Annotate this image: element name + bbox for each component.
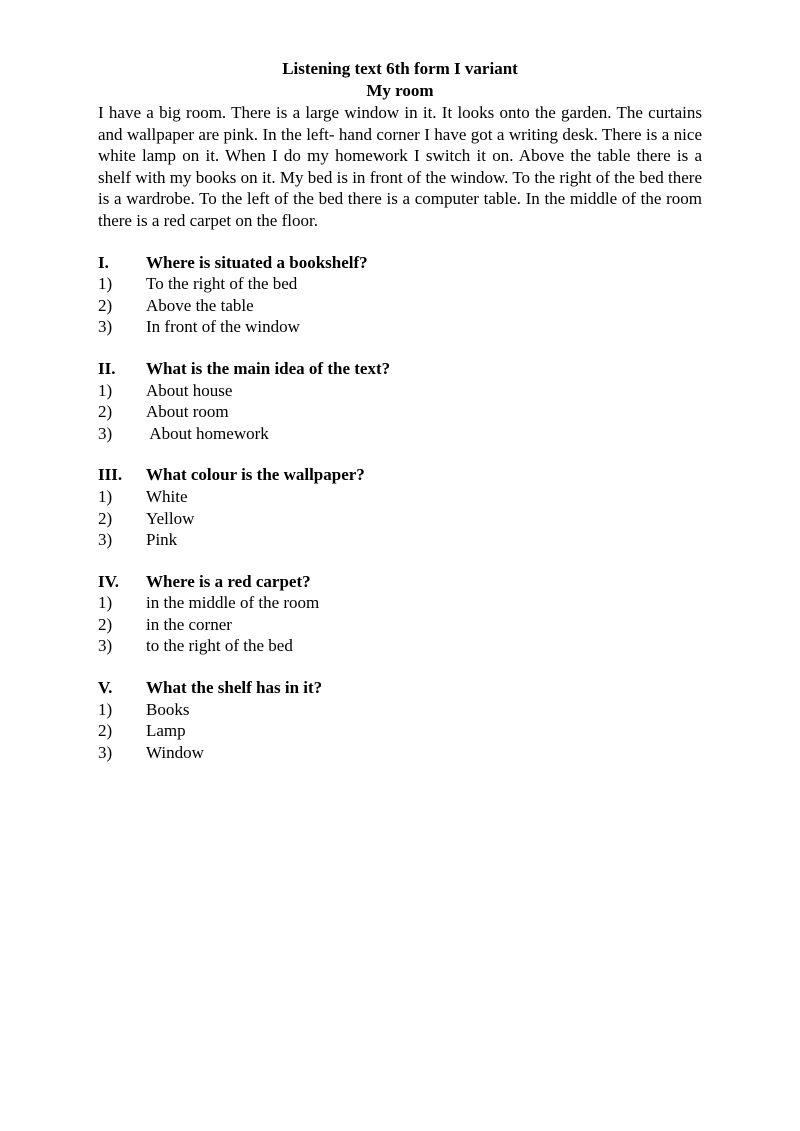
option-text: Lamp <box>146 721 186 741</box>
option-number: 3) <box>98 636 113 656</box>
answer-option <box>98 273 702 295</box>
answer-option <box>98 699 702 721</box>
question-number: IV. <box>98 571 119 591</box>
option-number: 2) <box>98 508 113 528</box>
answer-option <box>98 380 702 402</box>
option-number: 1) <box>98 380 113 400</box>
option-number: 2) <box>98 721 113 741</box>
answer-option <box>98 720 702 742</box>
listening-passage: I have a big room. There is a large window in it. It looks onto the garden. The curtains and wallpaper are pink. In the left- hand corner I have got a writing desk. There is a nice white lamp on it. When I do my homework I switch it on. Above the table there is a shelf with my books on it. My bed is in front of the window. To the right of the bed there is a wardrobe. To the left of the bed there is a computer table. In the middle of the room there is a red carpet on the floor. <box>98 103 702 230</box>
option-text: in the corner <box>146 614 232 634</box>
question-header <box>98 677 702 699</box>
question-5 <box>98 677 702 763</box>
option-text: Yellow <box>146 508 195 528</box>
option-text: White <box>146 486 188 506</box>
question-number: V. <box>98 678 113 698</box>
option-number: 2) <box>98 402 113 422</box>
option-number: 1) <box>98 486 113 506</box>
question-2 <box>98 358 702 444</box>
option-text: To the right of the bed <box>146 274 298 294</box>
answer-option <box>98 486 702 508</box>
option-number: 2) <box>98 295 113 315</box>
option-text: Books <box>146 699 190 719</box>
question-number: I. <box>98 252 109 272</box>
question-text: What colour is the wallpaper? <box>146 465 365 485</box>
option-number: 1) <box>98 274 113 294</box>
answer-option <box>98 529 702 551</box>
option-text: Window <box>146 742 204 762</box>
option-text: About room <box>146 402 229 422</box>
question-3 <box>98 464 702 550</box>
question-header <box>98 571 702 593</box>
answer-option <box>98 742 702 764</box>
option-text: About house <box>146 380 233 400</box>
option-number: 3) <box>98 423 113 443</box>
option-text: In front of the window <box>146 317 300 337</box>
option-text: Pink <box>146 530 178 550</box>
question-text: Where is a red carpet? <box>146 571 311 591</box>
question-list <box>98 252 702 764</box>
option-number: 3) <box>98 317 113 337</box>
option-text: in the middle of the room <box>146 593 320 613</box>
option-number: 3) <box>98 530 113 550</box>
option-text: Above the table <box>146 295 254 315</box>
answer-option <box>98 592 702 614</box>
question-1 <box>98 252 702 338</box>
answer-option <box>98 635 702 657</box>
option-number: 2) <box>98 614 113 634</box>
option-text: to the right of the bed <box>146 636 293 656</box>
option-number: 3) <box>98 742 113 762</box>
question-header <box>98 464 702 486</box>
option-number: 1) <box>98 593 113 613</box>
question-header <box>98 358 702 380</box>
question-text: What the shelf has in it? <box>146 678 323 698</box>
page-title: Listening text 6th form I variant <box>282 59 518 78</box>
question-text: Where is situated a bookshelf? <box>146 252 368 272</box>
answer-option <box>98 295 702 317</box>
answer-option <box>98 316 702 338</box>
question-4 <box>98 571 702 657</box>
answer-option <box>98 508 702 530</box>
question-text: What is the main idea of the text? <box>146 358 391 378</box>
answer-option <box>98 423 702 445</box>
option-number: 1) <box>98 699 113 719</box>
answer-option <box>98 614 702 636</box>
question-number: III. <box>98 465 123 485</box>
page-subtitle: My room <box>366 81 434 100</box>
option-text: About homework <box>146 423 269 443</box>
question-number: II. <box>98 358 116 378</box>
answer-option <box>98 401 702 423</box>
question-header <box>98 252 702 274</box>
